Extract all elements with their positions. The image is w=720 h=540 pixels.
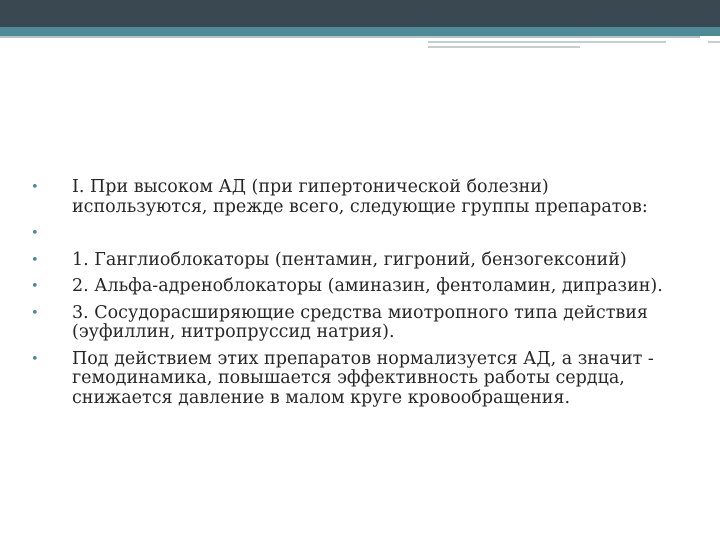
bullet-text: Под действием этих препаратов нормализуется АД, а значит - гемодинамика, повышается эффективность работы сердца, снижается давление в малом круге кровообращения.	[72, 348, 654, 408]
decorative-line	[428, 46, 580, 48]
bullet-icon: •	[31, 351, 39, 367]
bullet-item	[24, 350, 664, 409]
decorative-line	[428, 41, 666, 43]
bullet-text: 1. Ганглиоблокаторы (пентамин, гигроний, бензогексоний)	[72, 249, 627, 270]
bullet-icon: •	[31, 226, 39, 241]
bullet-text: 2. Альфа-адреноблокаторы (аминазин, фентоламин, дипразин).	[72, 276, 663, 296]
slide-body	[24, 178, 664, 415]
bullet-item	[24, 178, 664, 217]
bullet-list	[24, 178, 664, 408]
bullet-item	[24, 224, 664, 244]
decorative-line	[708, 41, 720, 43]
header-dark-bar	[0, 0, 720, 27]
bullet-text: I. При высоком АД (при гипертонической болезни) используются, прежде всего, следующие группы препаратов:	[72, 177, 648, 217]
bullet-item	[24, 277, 664, 297]
header-divider	[0, 36, 700, 38]
bullet-icon: •	[31, 180, 39, 195]
bullet-icon: •	[31, 279, 39, 294]
bullet-icon: •	[31, 305, 39, 321]
bullet-item	[24, 304, 664, 343]
bullet-item	[24, 251, 664, 271]
header-accent-bar	[0, 27, 720, 36]
bullet-icon: •	[31, 252, 39, 268]
bullet-text: 3. Сосудорасширяющие средства миотропного типа действия (эуфиллин, нитропруссид натрия).	[72, 302, 648, 342]
